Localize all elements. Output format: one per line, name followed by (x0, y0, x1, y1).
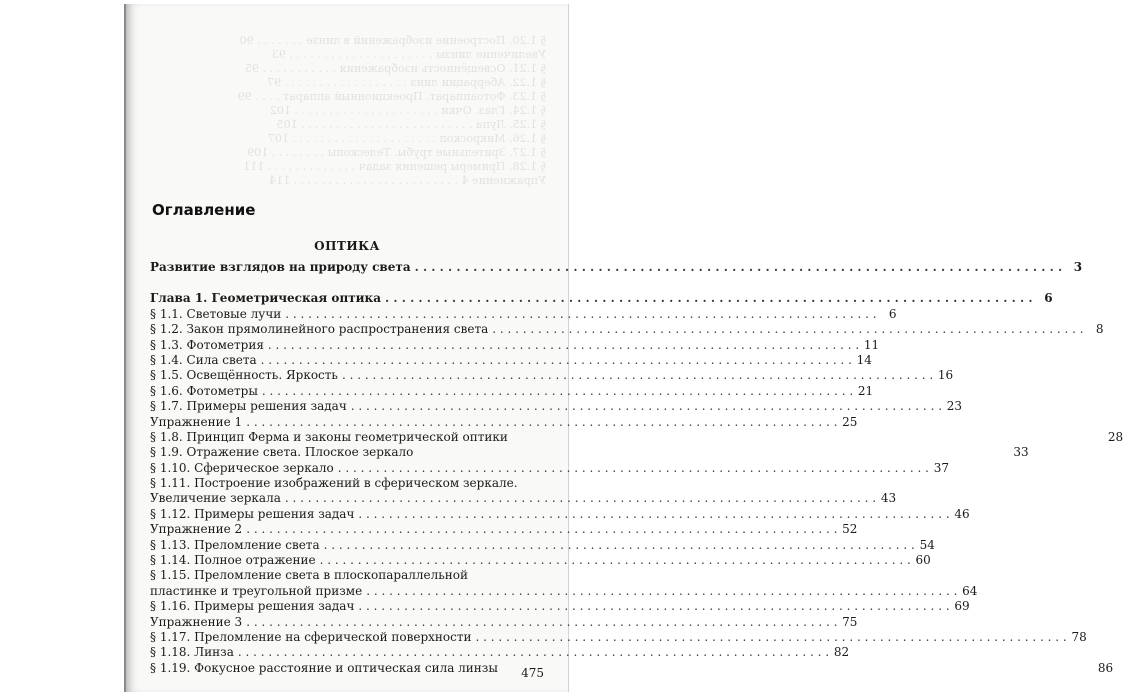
toc-entry-page: 37 (933, 460, 949, 475)
toc-entry-page: 6 (1044, 291, 1053, 306)
toc-entry-page: 25 (842, 414, 858, 429)
toc-entry-page: 8 (1095, 322, 1104, 337)
toc-entry (150, 306, 897, 322)
toc-entry-page: 28 (1107, 429, 1123, 444)
toc-entry-page: 82 (833, 645, 850, 660)
toc-entry-title: Глава 1. Геометрическая оптика (150, 291, 381, 306)
toc-entry (150, 629, 1087, 645)
table-of-contents (150, 260, 1123, 676)
toc-leader-dots (258, 384, 857, 399)
toc-entry-title: § 1.8. Принцип Ферма и законы геометрической оптики (150, 429, 508, 444)
toc-entry-page: 46 (954, 506, 970, 521)
toc-entry-page: 6 (888, 306, 897, 321)
toc-entry (150, 414, 858, 430)
toc-entry (150, 583, 978, 599)
toc-entry-title: § 1.16. Примеры решения задач (150, 599, 355, 614)
toc-entry-title: Упражнение 3 (150, 614, 243, 629)
toc-entry-page: 11 (863, 337, 880, 352)
toc-leader-dots (362, 584, 961, 599)
toc-entry (150, 260, 1083, 275)
toc-entry-title: § 1.4. Сила света (150, 352, 257, 367)
toc-entry-page: 64 (962, 583, 978, 598)
toc-entry (150, 383, 874, 399)
toc-leader-dots (354, 507, 953, 522)
toc-entry-title: § 1.19. Фокусное расстояние и оптическая сила линзы (150, 660, 498, 675)
toc-entry-title: Упражнение 2 (150, 522, 243, 537)
toc-entry-page: 16 (937, 368, 954, 383)
toc-leader-dots (488, 322, 1087, 337)
toc-entry-page: 21 (857, 383, 874, 398)
toc-entry-page: 52 (842, 522, 858, 537)
toc-entry-title: § 1.5. Освещённость. Яркость (150, 368, 338, 383)
toc-leader-dots (411, 260, 1067, 275)
toc-entry (150, 352, 872, 368)
toc-entry-title: Упражнение 1 (150, 414, 243, 429)
toc-entry (150, 599, 970, 614)
toc-entry (150, 476, 546, 491)
toc-entry-page: 23 (946, 399, 963, 414)
toc-entry (150, 429, 1123, 445)
toc-leader-dots (334, 461, 933, 476)
toc-entry-title: § 1.3. Фотометрия (150, 337, 264, 352)
toc-leader-dots (347, 399, 946, 414)
toc-entry-page: 78 (1071, 629, 1087, 644)
toc-entry (150, 460, 949, 476)
toc-entry-page: 69 (954, 599, 970, 614)
toc-entry (150, 645, 850, 660)
toc-entry-page: 14 (856, 352, 872, 367)
toc-entry (150, 445, 1029, 460)
toc-entry-page: 54 (919, 537, 935, 552)
page-number: 475 (521, 666, 544, 680)
toc-entry-title: § 1.11. Построение изображений в сферическом зеркале. (150, 476, 518, 491)
toc-leader-dots (338, 368, 937, 383)
toc-entry (150, 522, 858, 537)
toc-entry-title: § 1.10. Сферическое зеркало (150, 460, 334, 475)
toc-leader-dots (242, 415, 841, 430)
bleed-through-text: § 1.20. Построение изображений в линзе . . . . . . . 90 Увеличение линзы . . . . . . . . . . . . . . . . . . . . . 93 § 1.21. Освещённость изображения . . . . . . . . . . . 95 § 1.22. Аберрации линз . . . . . . . . . . . . . . . . . . 97 § 1.23. Фотоаппарат. Проекционный аппарат . . . . 99 § 1.24. Глаз. Очки . . . . . . . . . . . . . . . . . . . . . 102 § 1.25. Лупа . . . . . . . . . . . . . . . . . . . . . . . . . 105 § 1.26. Микроскоп . . . . . . . . . . . . . . . . . . . . . 107 § 1.27. Зрительные трубы. Телескопы . . . . . . . . 109 § 1.28. Примеры решения задач . . . . . . . . . . . . . 111 Упражнение 4 . . . . . . . . . . . . . . . . . . . . . . . . 114 (237, 34, 546, 187)
toc-entry (150, 399, 963, 414)
toc-entry-title: § 1.7. Примеры решения задач (150, 399, 347, 414)
toc-entry-title: Увеличение зеркала (150, 491, 281, 506)
toc-leader-dots (242, 522, 841, 537)
toc-entry (150, 368, 954, 383)
toc-entry (150, 322, 1104, 337)
toc-entry (150, 614, 858, 630)
toc-entry (150, 553, 931, 568)
toc-entry (150, 506, 970, 522)
toc-entry-title: § 1.14. Полное отражение (150, 553, 316, 568)
toc-entry-title: § 1.2. Закон прямолинейного распространения света (150, 322, 489, 337)
toc-leader-dots (354, 599, 953, 614)
toc-leader-dots (242, 615, 841, 630)
toc-entry (150, 568, 546, 583)
toc-entry (150, 491, 897, 506)
toc-entry-title: § 1.9. Отражение света. Плоское зеркало (150, 445, 414, 460)
toc-leader-dots (281, 491, 880, 506)
toc-entry-title: § 1.13. Преломление света (150, 537, 320, 552)
toc-entry (150, 291, 1053, 306)
toc-entry-title: § 1.6. Фотометры (150, 383, 258, 398)
toc-leader-dots (234, 645, 833, 660)
toc-leader-dots (281, 307, 880, 322)
book-page (124, 4, 1123, 692)
toc-entry-page: 86 (1097, 660, 1114, 675)
toc-entry-title: § 1.15. Преломление света в плоскопараллельной (150, 568, 468, 583)
toc-entry (150, 537, 935, 553)
toc-entry-title: § 1.1. Световые лучи (150, 306, 282, 321)
toc-entry-title: Развитие взглядов на природу света (150, 260, 411, 274)
toc-entry-title: § 1.12. Примеры решения задач (150, 506, 355, 521)
toc-entry-page: 3 (1073, 260, 1083, 274)
section-title: ОПТИКА (314, 239, 380, 253)
toc-leader-dots (257, 353, 856, 368)
toc-entry (150, 660, 1114, 676)
toc-entry-page: 43 (880, 491, 897, 506)
toc-entry-page: 33 (1013, 445, 1029, 460)
toc-entry-title: пластинке и треугольной призме (150, 583, 363, 598)
toc-leader-dots (381, 291, 1037, 306)
toc-leader-dots (472, 630, 1071, 645)
toc-leader-dots (320, 538, 919, 553)
toc-leader-dots (316, 553, 915, 568)
contents-heading: Оглавление (152, 201, 256, 219)
toc-entry-page: 60 (915, 553, 931, 568)
toc-entry-page: 75 (842, 614, 858, 629)
toc-entry (150, 337, 880, 353)
toc-entry-title: § 1.17. Преломление на сферической поверхности (150, 629, 472, 644)
toc-leader-dots (264, 338, 863, 353)
toc-entry-title: § 1.18. Линза (150, 645, 234, 660)
